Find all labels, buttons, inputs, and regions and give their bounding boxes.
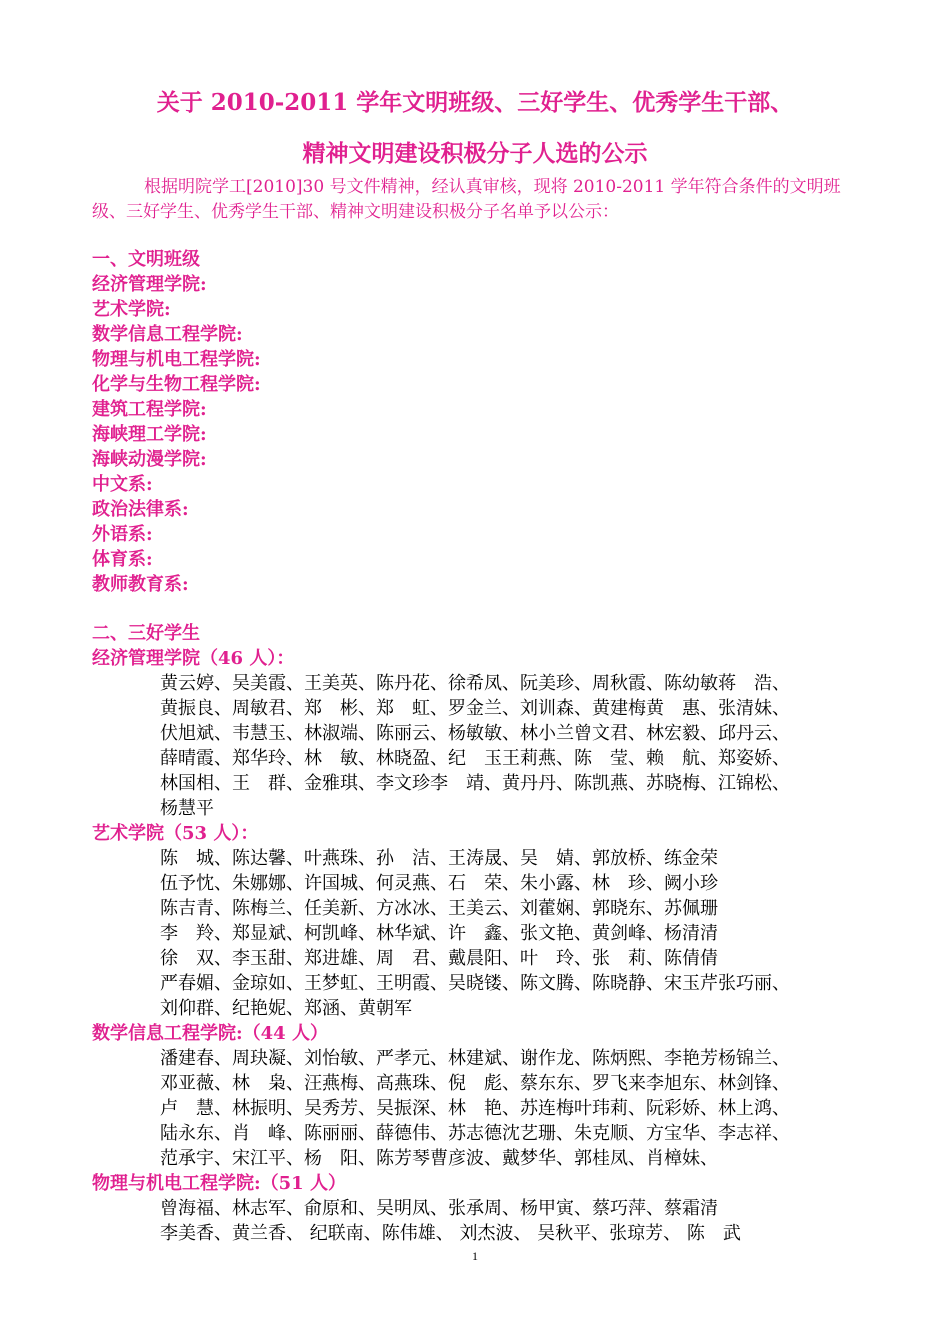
- student-names-line: 李 羚、郑显斌、柯凯峰、林华斌、许 鑫、张文艳、黄剑峰、杨清清: [160, 923, 718, 944]
- college-label: 中文系:: [92, 474, 153, 495]
- college-heading: 物理与机电工程学院:（51 人）: [92, 1173, 346, 1194]
- college-label: 海峡理工学院:: [92, 424, 207, 445]
- student-names-line: 李美香、黄兰香、 纪联南、陈伟雄、 刘杰波、 吴秋平、张琼芳、 陈 武: [160, 1223, 741, 1244]
- college-label: 物理与机电工程学院:: [92, 349, 261, 370]
- section-civilized-classes: [92, 247, 872, 597]
- college-label: 化学与生物工程学院:: [92, 374, 261, 395]
- college-label: 体育系:: [92, 549, 153, 570]
- college-heading: 数学信息工程学院:（44 人）: [92, 1023, 328, 1044]
- intro-paragraph: 根据明院学工[2010]30 号文件精神，经认真审核，现将 2010-2011 学年符合条件的文明班级、三好学生、优秀学生干部、精神文明建设积极分子名单予以公示：: [92, 177, 841, 222]
- student-names-line: 卢 慧、林振明、吴秀芳、吴振深、林 艳、苏连梅叶玮莉、阮彩娇、林上鸿、: [160, 1098, 790, 1119]
- college-label: 艺术学院:: [92, 299, 171, 320]
- student-names-line: 伍予忱、朱娜娜、许国城、何灵燕、石 荣、朱小露、林 珍、阙小珍: [160, 873, 718, 894]
- college-label: 教师教育系:: [92, 574, 189, 595]
- student-names-line: 伏旭斌、韦慧玉、林淑端、陈丽云、杨敏敏、林小兰曾文君、林宏毅、邱丹云、: [160, 723, 790, 744]
- student-names-line: 薛晴霞、郑华玲、林 敏、林晓盈、纪 玉王莉燕、陈 莹、赖 航、郑姿娇、: [160, 748, 790, 769]
- student-names-line: 杨慧平: [160, 798, 214, 819]
- student-names-line: 曾海福、林志军、俞原和、吴明凤、张承周、杨甲寅、蔡巧萍、蔡霜清: [160, 1198, 718, 1219]
- student-names-line: 黄振良、周敏君、郑 彬、郑 虹、罗金兰、刘训森、黄建梅黄 惠、张清妹、: [160, 698, 790, 719]
- college-heading: 艺术学院（53 人）：: [92, 823, 259, 844]
- college-heading: 经济管理学院（46 人）：: [92, 648, 295, 669]
- student-names-line: 邓亚薇、林 枭、汪燕梅、高燕珠、倪 彪、蔡东东、罗飞来李旭东、林剑锋、: [160, 1073, 790, 1094]
- college-label: 外语系:: [92, 524, 153, 545]
- college-label: 海峡动漫学院:: [92, 449, 207, 470]
- college-label: 政治法律系:: [92, 499, 189, 520]
- college-label: 经济管理学院:: [92, 274, 207, 295]
- college-groups: [92, 646, 882, 1246]
- document-title-line-2: 精神文明建设积极分子人选的公示: [302, 140, 648, 167]
- student-names-line: 陈 城、陈达馨、叶燕珠、孙 洁、王涛晟、吴 婧、郭放桥、练金荣: [160, 848, 718, 869]
- section-heading: 一、文明班级: [92, 249, 200, 270]
- student-names-line: 陆永东、肖 峰、陈丽丽、薛德伟、苏志德沈艺珊、朱克顺、方宝华、李志祥、: [160, 1123, 790, 1144]
- student-names-line: 范承宇、宋江平、杨 阳、陈芳琴曹彦波、戴梦华、郭桂凤、肖樟妹、: [160, 1148, 718, 1169]
- student-names-line: 严春媚、金琼如、王梦虹、王明霞、吴晓镂、陈文腾、陈晓静、宋玉芹张巧丽、: [160, 973, 790, 994]
- student-names-line: 林国相、王 群、金雅琪、李文珍李 靖、黄丹丹、陈凯燕、苏晓梅、江锦松、: [160, 773, 790, 794]
- student-names-line: 刘仰群、纪艳妮、郑涵、黄朝军: [160, 998, 412, 1019]
- student-names-line: 黄云婷、吴美霞、王美英、陈丹花、徐希凤、阮美珍、周秋霞、陈幼敏蒋 浩、: [160, 673, 790, 694]
- document-title-line-1: 关于 2010-2011 学年文明班级、三好学生、优秀学生干部、: [156, 89, 794, 116]
- student-names-line: 潘建春、周玦凝、刘怡敏、严孝元、林建斌、谢作龙、陈炳熙、李艳芳杨锦兰、: [160, 1048, 790, 1069]
- college-label: 建筑工程学院:: [92, 399, 207, 420]
- section-heading: 二、三好学生: [92, 623, 200, 644]
- student-names-line: 陈吉青、陈梅兰、任美新、方冰冰、王美云、刘藿娴、郭晓东、苏佩珊: [160, 898, 718, 919]
- section-merit-students: [92, 621, 882, 1246]
- page-number: 1: [472, 1249, 478, 1263]
- college-label: 数学信息工程学院:: [92, 324, 243, 345]
- student-names-line: 徐 双、李玉甜、郑进雄、周 君、戴晨阳、叶 玲、张 莉、陈倩倩: [160, 948, 718, 969]
